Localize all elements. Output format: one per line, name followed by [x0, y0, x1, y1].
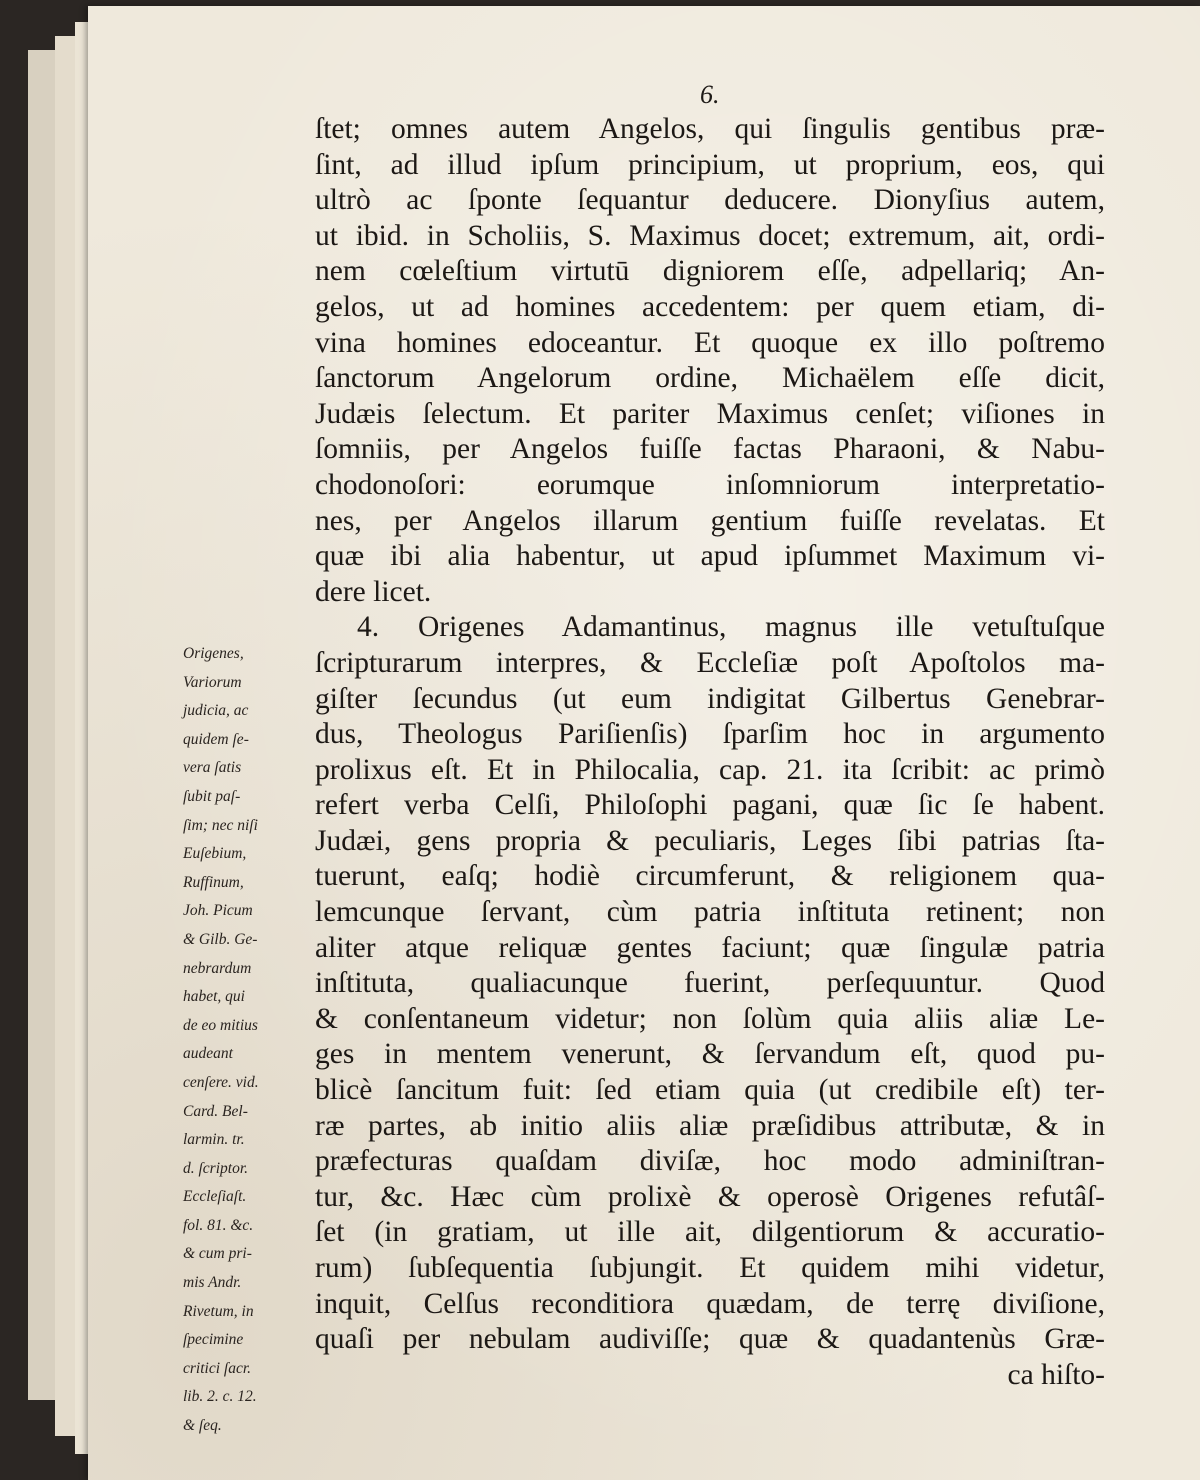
main-text-block — [315, 112, 1105, 1393]
text-line: giſter ſecundus (ut eum indigitat Gilbertus Genebrar- — [315, 682, 1105, 715]
text-line: quaſi per nebulam audiviſſe; quæ & quadantenùs Græ- — [315, 1323, 1105, 1356]
text-line: lemcunque ſervant, cùm patria inſtituta retinent; non — [315, 896, 1105, 929]
margin-note-line: larmin. tr. — [183, 1131, 245, 1149]
text-line: blicè ſancitum fuit: ſed etiam quia (ut credibile eſt) ter- — [315, 1074, 1105, 1107]
text-line: ræ partes, ab initio aliis aliæ præſidibus attributæ, & in — [315, 1109, 1105, 1142]
margin-note-line: Origenes, — [183, 645, 244, 662]
paragraph-start-line: 4. Origenes Adamantinus, magnus ille vetuſtuſque — [357, 611, 1105, 644]
margin-note-line: d. ſcriptor. — [183, 1159, 249, 1177]
text-line: tuerunt, eaſq; hodiè circumferunt, & religionem qua- — [315, 860, 1105, 893]
margin-note-line: Ruffinum, — [183, 873, 244, 891]
margin-note-line: fol. 81. &c. — [183, 1216, 254, 1234]
text-line: gelos, ut ad homines accedentem: per quem etiam, di- — [315, 290, 1105, 323]
text-line: & conſentaneum videtur; non ſolùm quia aliis aliæ Le- — [315, 1002, 1105, 1035]
text-line: inſtituta, qualiacunque fuerint, perſequuntur. Quod — [315, 967, 1105, 1000]
margin-note-line: Joh. Picum — [183, 902, 253, 920]
margin-note-line: nebrardum — [183, 959, 252, 977]
margin-note-line: Variorum — [183, 673, 242, 691]
text-line: ges in mentem venerunt, & ſervandum eſt, quod pu- — [315, 1038, 1105, 1071]
margin-note-line: audeant — [183, 1045, 233, 1063]
text-line: Judæi, gens propria & peculiaris, Leges ſibi patrias ſta- — [315, 824, 1105, 857]
text-line: ſet (in gratiam, ut ille ait, dilgentiorum & accuratio- — [315, 1216, 1105, 1249]
catchword-line: ca hiſto- — [1007, 1358, 1105, 1391]
text-line: Judæis ſelectum. Et pariter Maximus cenſet; viſiones in — [315, 397, 1105, 430]
text-line: ut ibid. in Scholiis, S. Maximus docet; extremum, ait, ordi- — [315, 219, 1105, 252]
margin-note-line: habet, qui — [183, 988, 245, 1006]
text-line: dere licet. — [315, 575, 432, 608]
text-line: præfecturas quaſdam diviſæ, hoc modo adminiſtran- — [315, 1145, 1105, 1178]
margin-note-line: critici ſacr. — [183, 1359, 252, 1377]
page-number: 6. — [700, 80, 720, 109]
text-line: aliter atque reliquæ gentes faciunt; quæ ſingulæ patria — [315, 931, 1105, 964]
margin-note-line: Eccleſiaſt. — [183, 1188, 247, 1206]
text-line: nes, per Angelos illarum gentium fuiſſe revelatas. Et — [315, 504, 1105, 537]
margin-note-line: judicia, ac — [183, 702, 249, 720]
margin-note — [183, 640, 318, 1441]
text-line: dus, Theologus Pariſienſis) ſparſim hoc in argumento — [315, 718, 1105, 751]
margin-note-line: Card. Bel- — [183, 1102, 248, 1120]
margin-note-line: & cum pri- — [183, 1245, 252, 1263]
text-line: ſcripturarum interpres, & Eccleſiæ poſt Apoſtolos ma- — [315, 646, 1105, 679]
margin-note-line: Euſebium, — [183, 845, 247, 863]
text-line: ſint, ad illud ipſum principium, ut proprium, eos, qui — [315, 148, 1105, 181]
text-line: refert verba Celſi, Philoſophi pagani, quæ ſic ſe habent. — [315, 789, 1105, 822]
margin-note-line: vera ſatis — [183, 759, 242, 777]
margin-note-line: & Gilb. Ge- — [183, 930, 258, 948]
margin-note-line: lib. 2. c. 12. — [183, 1388, 257, 1406]
text-line: ſanctorum Angelorum ordine, Michaëlem eſſe dicit, — [315, 362, 1105, 395]
margin-note-line: ſubit paſ- — [183, 787, 241, 805]
margin-note-line: Rivetum, in — [183, 1302, 254, 1320]
text-line: vina homines edoceantur. Et quoque ex illo poſtremo — [315, 326, 1105, 359]
text-line: prolixus eſt. Et in Philocalia, cap. 21. ita ſcribit: ac primò — [315, 753, 1105, 786]
margin-note-line: ſpecimine — [183, 1331, 244, 1349]
text-line: nem cœleſtium virtutū digniorem eſſe, adpellariq; An- — [315, 255, 1105, 288]
text-line: chodonoſori: eorumque inſomniorum interpretatio- — [315, 468, 1105, 501]
text-line: quæ ibi alia habentur, ut apud ipſummet Maximum vi- — [315, 540, 1105, 573]
text-line: rum) ſubſequentia ſubjungit. Et quidem mihi videtur, — [315, 1252, 1105, 1284]
margin-note-line: mis Andr. — [183, 1274, 242, 1292]
text-line: inquit, Celſus reconditiora quædam, de terrę diviſione, — [315, 1287, 1105, 1320]
text-line: tur, &c. Hæc cùm prolixè & operosè Origenes refutâſ- — [315, 1180, 1105, 1213]
text-line: ſtet; omnes autem Angelos, qui ſingulis gentibus præ- — [315, 113, 1105, 145]
margin-note-line: quidem ſe- — [183, 730, 249, 748]
text-line: ſomniis, per Angelos fuiſſe factas Pharaoni, & Nabu- — [315, 433, 1105, 466]
margin-note-line: ſim; nec niſi — [183, 816, 258, 834]
margin-note-line: de eo mitius — [183, 1016, 258, 1034]
margin-note-line: & ſeq. — [183, 1417, 222, 1435]
margin-note-line: cenſere. vid. — [183, 1073, 259, 1091]
text-line: ultrò ac ſponte ſequantur deducere. Dionyſius autem, — [315, 184, 1105, 217]
